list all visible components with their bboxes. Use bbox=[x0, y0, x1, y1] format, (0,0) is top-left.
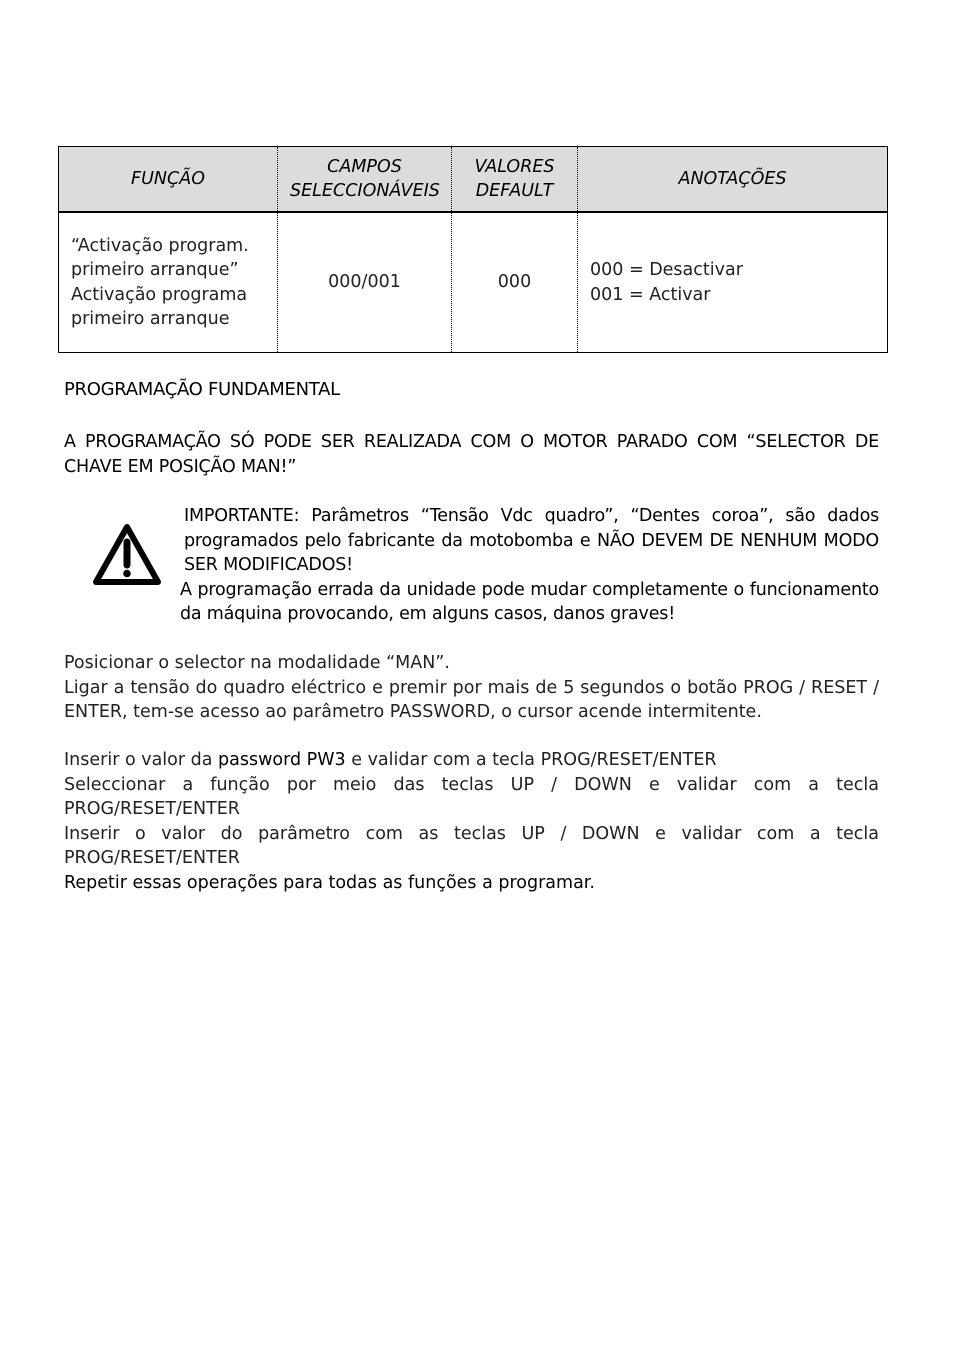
cell-default: 000 bbox=[452, 212, 578, 353]
parameter-table bbox=[58, 146, 888, 353]
important-text: IMPORTANTE: Parâmetros “Tensão Vdc quadro”, “Dentes coroa”, são dados programados pelo fabricante da motobomba e NÃO DEVEM DE NENHUM MODO SER MODIFICADOS! bbox=[184, 506, 879, 575]
warning-line: A PROGRAMAÇÃO SÓ PODE SER REALIZADA COM O MOTOR PARADO COM “SELECTOR DE CHAVE EM POSIÇÃO MAN!” bbox=[64, 432, 879, 477]
instructions-block bbox=[64, 651, 879, 725]
step-line bbox=[64, 748, 879, 773]
header-anotacoes: ANOTAÇÕES bbox=[578, 147, 888, 213]
cell-campos: 000/001 bbox=[278, 212, 452, 353]
important-consequence: A programação errada da unidade pode mudar completamente o funcionamento da máquina provocando, em alguns casos, danos graves! bbox=[180, 579, 879, 624]
warning-triangle-icon bbox=[92, 523, 162, 587]
step-line: PROG/RESET/ENTER bbox=[64, 799, 240, 819]
step-line-repeat: Repetir essas operações para todas as funções a programar. bbox=[64, 872, 595, 893]
instruction-line: Ligar a tensão do quadro eléctrico e premir por mais de 5 segundos o botão PROG / RESET / ENTER, tem-se acesso ao parâmetro PASSWORD, o cursor acende intermitente. bbox=[64, 677, 879, 722]
header-valores-default: VALORES DEFAULT bbox=[452, 147, 578, 213]
step-line: Seleccionar a função por meio das teclas UP / DOWN e validar com a tecla bbox=[64, 774, 879, 795]
step-text: e validar com a tecla PROG/RESET/ENTER bbox=[345, 750, 717, 770]
cell-anotacoes: 000 = Desactivar 001 = Activar bbox=[578, 212, 888, 353]
section-title: PROGRAMAÇÃO FUNDAMENTAL bbox=[64, 379, 340, 400]
header-campos: CAMPOS SELECCIONÁVEIS bbox=[278, 147, 452, 213]
password-highlight: password PW3 bbox=[218, 750, 346, 770]
step-line: PROG/RESET/ENTER bbox=[64, 848, 240, 868]
step-text: Inserir o valor da bbox=[64, 750, 219, 770]
table-row bbox=[59, 212, 888, 353]
header-funcao: FUNÇÃO bbox=[59, 147, 278, 213]
step-line: Inserir o valor do parâmetro com as teclas UP / DOWN e validar com a tecla bbox=[64, 823, 879, 844]
important-notice bbox=[180, 504, 879, 627]
cell-funcao: “Activação program. primeiro arranque” Activação programa primeiro arranque bbox=[59, 212, 278, 353]
instruction-line: Posicionar o selector na modalidade “MAN”. bbox=[64, 653, 450, 673]
steps-block bbox=[64, 748, 879, 895]
table-header-row bbox=[59, 147, 888, 213]
